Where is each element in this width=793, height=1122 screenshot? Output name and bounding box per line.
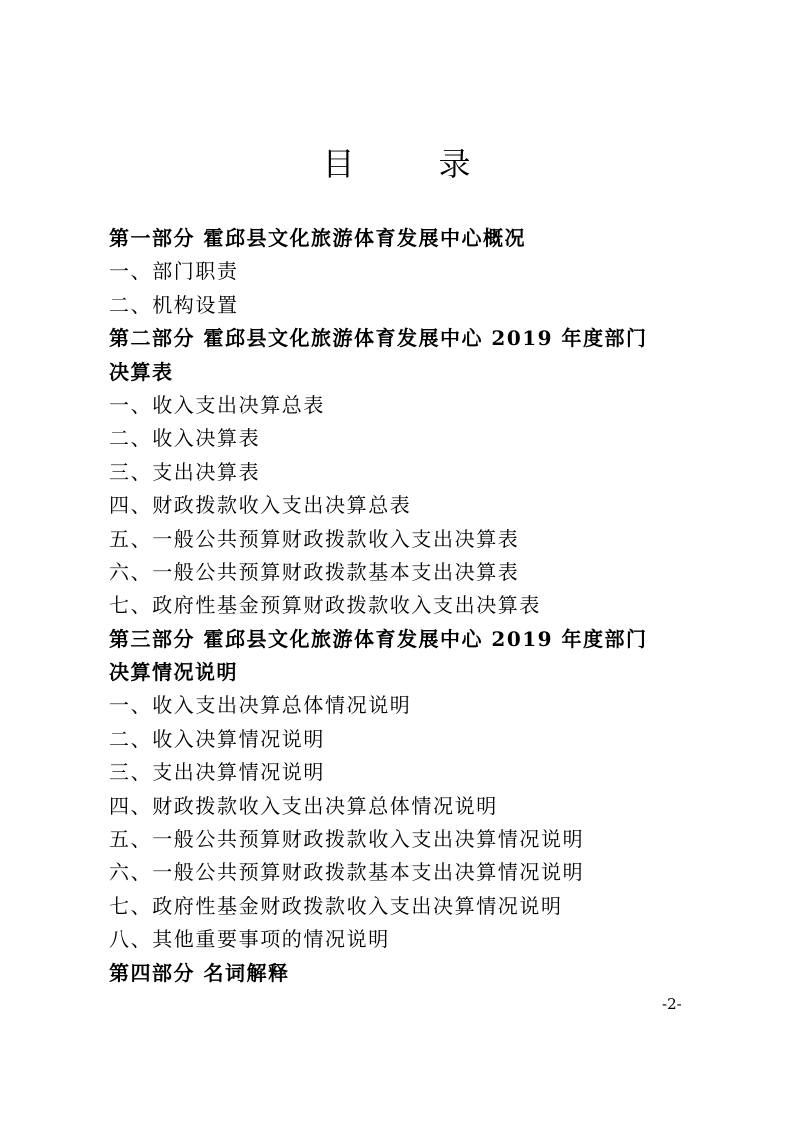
table-of-contents	[109, 222, 709, 990]
toc-part-3-heading-continued: 决算情况说明	[109, 660, 238, 685]
toc-part-4-heading: 第四部分 名词解释	[109, 960, 290, 985]
toc-item: 七、政府性基金预算财政拨款收入支出决算表	[109, 593, 541, 618]
toc-item: 一、收入支出决算总体情况说明	[109, 693, 412, 718]
toc-item: 五、一般公共预算财政拨款收入支出决算表	[109, 526, 520, 551]
toc-item: 四、财政拨款收入支出决算总表	[109, 493, 412, 518]
toc-item: 三、支出决算情况说明	[109, 760, 325, 785]
toc-item: 二、收入决算表	[109, 426, 261, 451]
toc-item: 六、一般公共预算财政拨款基本支出决算表	[109, 559, 520, 584]
toc-part-2-heading: 第二部分 霍邱县文化旅游体育发展中心 2019 年度部门	[109, 326, 648, 351]
toc-item: 一、收入支出决算总表	[109, 392, 325, 417]
toc-item: 四、财政拨款收入支出决算总体情况说明	[109, 793, 498, 818]
toc-part-1-heading: 第一部分 霍邱县文化旅游体育发展中心概况	[109, 226, 526, 250]
toc-item: 二、机构设置	[109, 292, 239, 317]
toc-item: 二、收入决算情况说明	[109, 726, 325, 751]
toc-item: 八、其他重要事项的情况说明	[109, 927, 390, 952]
toc-item: 六、一般公共预算财政拨款基本支出决算情况说明	[109, 860, 585, 885]
toc-item: 一、部门职责	[109, 259, 239, 284]
toc-item: 五、一般公共预算财政拨款收入支出决算情况说明	[109, 827, 585, 852]
toc-part-3-heading: 第三部分 霍邱县文化旅游体育发展中心 2019 年度部门	[109, 626, 648, 651]
toc-part-2-heading-continued: 决算表	[109, 359, 174, 384]
toc-item: 三、支出决算表	[109, 459, 261, 484]
page-title: 目 录	[322, 145, 497, 183]
page-number: -2-	[662, 995, 682, 1013]
toc-item: 七、政府性基金财政拨款收入支出决算情况说明	[109, 893, 563, 918]
